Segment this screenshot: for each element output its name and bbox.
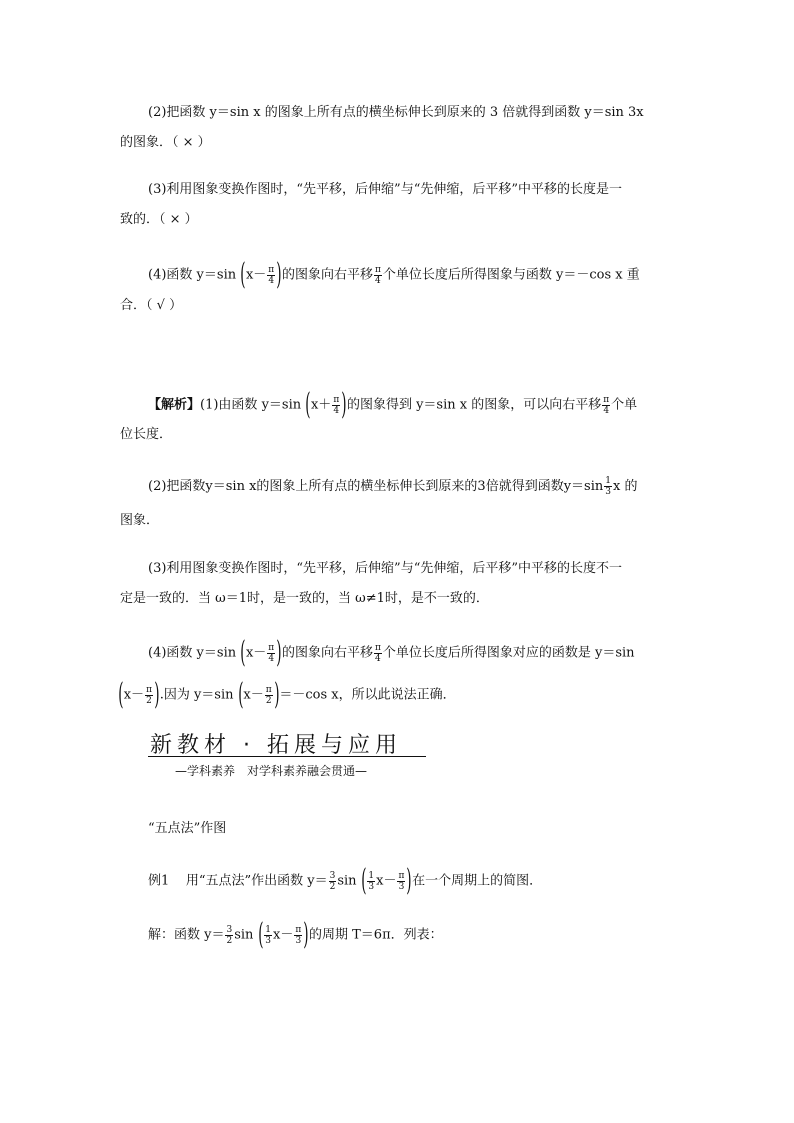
left-paren: ( [257,917,264,952]
analysis-3-line1: (3)利用图象变换作图时，“先平移，后伸缩”与“先伸缩，后平移”中平移的长度不一 [148,561,622,576]
right-paren: ) [303,917,309,952]
wrong-mark: × [182,135,194,150]
text: 用“五点法”作出函数 y＝ [185,873,328,889]
right-paren: ) [406,863,412,898]
fraction-3-over-2: $\frac{3}{2}$ [226,924,233,946]
text: 个单位长度后所得图象对应的函数是 y＝sin [382,645,635,661]
analysis-2-line2: 图象． [120,513,160,528]
text: x－ [123,687,145,703]
fraction-pi-over-2: $\frac{\pi}{2}$ [265,684,272,706]
fraction-pi-over-3: $\frac{\pi}{3}$ [295,924,302,946]
text: ） [193,135,211,150]
right-paren: ) [154,677,160,712]
analysis-1-line1 [148,387,638,422]
text: 合．（ [120,298,157,313]
text: ＝－cos x，所以此说法正确． [279,687,456,703]
fraction-pi-over-3: $\frac{\pi}{3}$ [398,870,405,892]
fraction-pi-over-2: $\frac{\pi}{2}$ [146,684,152,706]
fraction-pi-over-4: $\frac{\pi}{4}$ [374,264,381,286]
text: ） [180,212,198,227]
text: (4)函数 y＝sin [148,267,241,283]
left-paren: ( [240,257,246,292]
fraction-1-over-3: $\frac{1}{3}$ [265,924,272,946]
text: 的图象．（ [120,135,183,150]
fraction-pi-over-4: $\frac{\pi}{4}$ [603,394,610,416]
text: (1)由函数 y＝sin [200,397,306,413]
analysis-4-line1 [148,635,635,670]
text: 个单位长度后所得图象与函数 y＝－cos x 重 [382,267,640,283]
section-title: 新教材 · 拓展与应用 [150,733,402,758]
right-paren: ) [341,387,347,422]
text: x＋ [310,397,332,413]
text: x－ [245,267,267,283]
text: x－ [273,927,294,943]
text: 致的．（ [120,212,170,227]
judgment-3-line1: (3)利用图象变换作图时，“先平移，后伸缩”与“先伸缩，后平移”中平移的长度是一 [148,182,622,197]
text: 个单 [611,397,638,413]
fraction-1-over-3: $\frac{1}{3}$ [368,870,375,892]
text: x－ [376,873,397,889]
judgment-4-line1 [148,257,640,292]
text: x 的 [612,479,638,494]
solution-line [148,917,443,952]
fraction-pi-over-4: $\frac{\pi}{4}$ [374,642,381,664]
right-paren: ) [273,677,280,712]
text: x－ [243,687,264,703]
text: 的周期 T＝6π．列表： [309,927,443,943]
text: sin [337,873,361,889]
text: 在一个周期上的简图． [412,873,543,889]
text: 的图象得到 y＝sin x 的图象，可以向右平移 [346,397,602,413]
text: .因为 y＝sin [159,687,238,703]
right-paren: ) [276,257,282,292]
judgment-4-line2 [120,297,182,315]
left-paren: ( [360,863,367,898]
left-paren: ( [240,635,246,670]
example-label: 例1 [148,873,170,889]
left-paren: ( [305,387,311,422]
fraction-1-over-3: $\frac{1}{3}$ [605,476,611,497]
analysis-2-line1 [148,476,637,497]
title-underline [148,756,426,757]
left-paren: ( [237,677,244,712]
right-mark: √ [156,298,165,313]
right-paren: ) [276,635,282,670]
text: 解：函数 y＝ [148,927,225,943]
text: (4)函数 y＝sin [148,645,241,661]
judgment-2-line2 [120,134,211,152]
text: ） [164,298,183,313]
judgment-3-line2 [120,211,198,229]
analysis-3-line2: 定是一致的．当 ω＝1时，是一致的，当 ω≠1时，是不一致的． [120,591,489,606]
text: sin [234,927,258,943]
example-1 [148,863,543,898]
wrong-mark: × [169,212,181,227]
analysis-4-line2 [118,677,456,712]
section-subtitle: —学科素养 对学科素养融会贯通— [175,764,368,778]
analysis-label: 【解析】 [148,397,201,413]
topic-heading: “五点法”作图 [148,821,227,836]
text: (2)把函数y＝sin x的图象上所有点的横坐标伸长到原来的3倍就得到函数y＝sin [148,479,604,494]
analysis-1-line2: 位长度． [120,427,173,442]
judgment-2-line1: (2)把函数 y＝sin x 的图象上所有点的横坐标伸长到原来的 3 倍就得到函数 y＝sin 3x [148,105,644,120]
left-paren: ( [118,677,124,712]
text: x－ [245,645,267,661]
fraction-pi-over-4: $\frac{\pi}{4}$ [268,264,275,286]
fraction-pi-over-4: $\frac{\pi}{4}$ [268,642,275,664]
fraction-3-over-2: $\frac{3}{2}$ [329,870,336,892]
text: 的图象向右平移 [281,267,373,283]
fraction-pi-over-4: $\frac{\pi}{4}$ [333,394,340,416]
text: 的图象向右平移 [281,645,373,661]
